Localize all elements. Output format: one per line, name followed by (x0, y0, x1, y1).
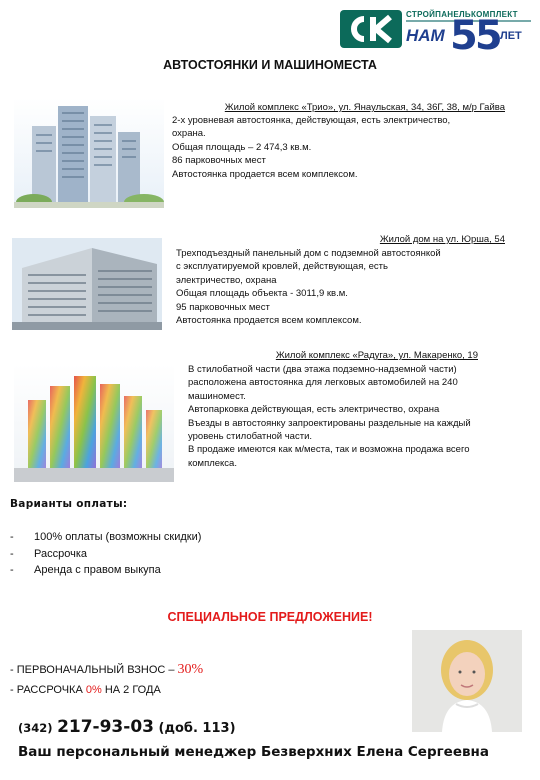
offer-down-payment-value: 30% (177, 662, 204, 677)
offer-installment-label: РАССРОЧКА (16, 684, 86, 696)
offer-down-payment: - ПЕРВОНАЧАЛЬНЫЙ ВЗНОС – 30% (10, 662, 204, 677)
detail-line: Трехподъездный панельный дом с подземной автостоянкой (176, 248, 441, 259)
raduga-complex-image (14, 364, 174, 482)
detail-line: В продаже имеются как м/места, так и возможна продажа всего (188, 444, 470, 456)
complex-yursha-details (176, 247, 516, 327)
company-logo (340, 8, 535, 58)
detail-line: комплекса. (188, 457, 237, 469)
logo-brand-text: СТРОЙПАНЕЛЬКОМПЛЕКТ (406, 10, 518, 19)
payment-option: - 100% оплаты (возможны скидки) (10, 531, 202, 543)
detail-line: с эксплуатируемой кровлей, действующая, есть (176, 261, 388, 273)
payment-option: - Аренда с правом выкупа (10, 564, 161, 576)
complex-trio-details (172, 114, 512, 181)
payment-option-label: Рассрочка (34, 547, 87, 560)
logo-mark-icon (340, 10, 402, 48)
complex-raduga-details (188, 363, 528, 470)
detail-line: электричество, охрана (176, 274, 277, 286)
detail-line: Въезды в автостоянку запроектированы раздельные на каждый (188, 417, 471, 429)
detail-line: Общая площадь объекта - 3011,9 кв.м. (176, 288, 348, 300)
yursha-house-image (12, 238, 162, 330)
offer-installment-value: 0% (85, 684, 102, 696)
detail-line: расположена автостоянка для легковых автомобилей на 240 (188, 377, 458, 389)
detail-line: 2-х уровневая автостоянка, действующая, есть электричество, (172, 115, 451, 126)
special-offer-title: СПЕЦИАЛЬНОЕ ПРЕДЛОЖЕНИЕ! (167, 610, 373, 624)
payment-option-label: Аренда с правом выкупа (34, 564, 161, 576)
phone-number: 217-93-03 (57, 717, 154, 737)
trio-complex-image (14, 98, 164, 208)
complex-trio-heading: Жилой комплекс «Трио», ул. Янаульская, 34, 36Г, 38, м/р Гайва (224, 102, 505, 113)
complex-yursha-heading: Жилой дом на ул. Юрша, 54 (379, 234, 505, 245)
manager-photo (412, 630, 522, 732)
payment-title: Варианты оплаты: (10, 498, 128, 510)
offer-installment-suffix: НА 2 ГОДА (101, 684, 161, 696)
page-title: АВТОСТОЯНКИ И МАШИНОМЕСТА (163, 58, 377, 72)
phone-code: (342) (18, 721, 53, 735)
detail-line: 95 парковочных мест (176, 301, 270, 313)
offer-list (10, 660, 203, 700)
payment-options-list (10, 529, 201, 579)
detail-line: машиномест. (188, 390, 246, 402)
detail-line: 86 парковочных мест (172, 155, 266, 167)
complex-raduga-heading: Жилой комплекс «Радуга», ул. Макаренко, 19 (275, 350, 478, 361)
detail-line: охрана. (172, 128, 206, 140)
complex-yursha-info (172, 233, 505, 246)
payment-option: - Рассрочка (10, 547, 87, 560)
logo-let-text: ЛЕТ (500, 30, 522, 42)
detail-line: В стилобатной части (два этажа подземно-надземной части) (188, 364, 457, 375)
logo-nam-text: НАМ (406, 26, 445, 45)
complex-raduga-info (180, 349, 478, 362)
phone-extension: (доб. 113) (158, 721, 236, 736)
offer-installment: - РАССРОЧКА 0% НА 2 ГОДА (10, 684, 161, 696)
detail-line: уровень стилобатной части. (188, 431, 313, 443)
offer-down-payment-label: ПЕРВОНАЧАЛЬНЫЙ ВЗНОС – (16, 664, 178, 676)
detail-line: Общая площадь – 2 474,3 кв.м. (172, 141, 312, 153)
payment-option-label: 100% оплаты (возможны скидки) (34, 531, 202, 543)
detail-line: Автостоянка продается всем комплексом. (172, 168, 358, 180)
contact-phone[interactable] (18, 717, 236, 737)
detail-line: Автостоянка продается всем комплексом. (176, 315, 362, 327)
complex-trio-info (172, 101, 505, 114)
manager-name: Ваш персональный менеджер Безверхних Елена Сергеевна (18, 744, 489, 760)
detail-line: Автопарковка действующая, есть электричество, охрана (188, 404, 440, 416)
logo-years-number: 55 (450, 13, 500, 59)
